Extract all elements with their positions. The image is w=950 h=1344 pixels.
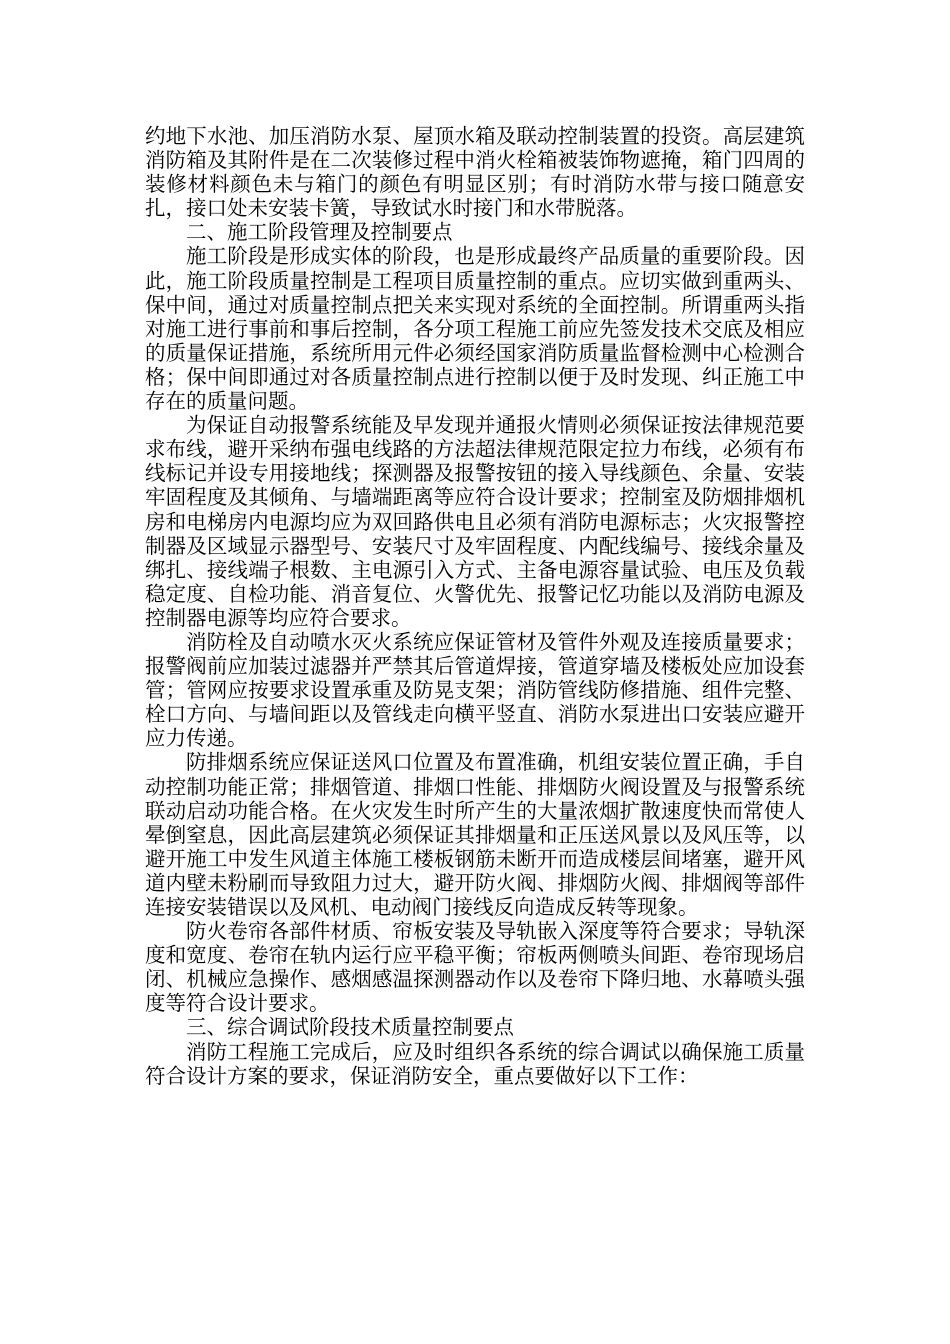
section-heading-commissioning: 三、综合调试阶段技术质量控制要点 xyxy=(186,1015,514,1040)
paragraph-construction-stage: 施工阶段是形成实体的阶段，也是形成最终产品质量的重要阶段。因此，施工阶段质量控制是工程项目质量控制的重点。应切实做到重两头、保中间，通过对质量控制点把关来实现对系统的全面控制。所谓重两头指对施工进行事前和事后控制，各分项工程施工前应先签发技术交底及相应的质量保证措施，系统所用元件必须经国家消防质量监督检测中心检测合格；保中间即通过对各质量控制点进行控制以便于及时发现、纠正施工中存在的质量问题。 xyxy=(145,244,805,414)
paragraph-sprinkler-system: 消防栓及自动喷水灭火系统应保证管材及管件外观及连接质量要求；报警阀前应加装过滤器并严禁其后管道焊接，管道穿墙及楼板处应加设套管；管网应按要求设置承重及防晃支架；消防管线防修措施、组件完整、栓口方向、与墙间距以及管线走向横平竖直、消防水泵进出口安装应避开应力传递。 xyxy=(145,629,805,751)
section-heading-construction-stage: 二、施工阶段管理及控制要点 xyxy=(186,220,453,245)
paragraph-smoke-exhaust: 防排烟系统应保证送风口位置及布置准确，机组安装位置正确，手自动控制功能正常；排烟管道、排烟口性能、排烟防火阀设置及与报警系统联动启动功能合格。在火灾发生时所产生的大量浓烟扩散速度快而常使人晕倒窒息，因此高层建筑必须保证其排烟量和正压送风景以及风压等，以避开施工中发生风道主体施工楼板钢筋未断开而造成楼层间堵塞，避开风道内壁未粉刷而导致阻力过大，避开防火阀、排烟防火阀、排烟阀等部件连接安装错误以及风机、电动阀门接线反向造成反转等现象。 xyxy=(145,750,805,919)
paragraph-fire-shutter: 防火卷帘各部件材质、帘板安装及导轨嵌入深度等符合要求；导轨深度和宽度、卷帘在轨内运行应平稳平衡；帘板两侧喷头间距、卷帘现场启闭、机械应急操作、感烟感温探测器动作以及卷帘下降归地、水幕喷头强度等符合设计要求。 xyxy=(145,919,805,1016)
paragraph-commissioning: 消防工程施工完成后，应及时组织各系统的综合调试以确保施工质量符合设计方案的要求，保证消防安全，重点要做好以下工作： xyxy=(145,1039,805,1088)
document-page xyxy=(145,124,805,1088)
paragraph-alarm-system: 为保证自动报警系统能及早发现并通报火情则必须保证按法律规范要求布线，避开采纳布强电线路的方法超法律规范限定拉力布线，必须有布线标记并设专用接地线；探测器及报警按钮的接入导线颜色、余量、安装牢固程度及其倾角、与墙端距离等应符合设计要求；控制室及防烟排烟机房和电梯房内电源均应为双回路供电且必须有消防电源标志；火灾报警控制器及区域显示器型号、安装尺寸及牢固程度、内配线编号、接线余量及绑扎、接线端子根数、主电源引入方式、主备电源容量试验、电压及负载稳定度、自检功能、消音复位、火警优先、报警记忆功能以及消防电源及控制器电源等均应符合要求。 xyxy=(145,413,805,630)
paragraph-continued: 约地下水池、加压消防水泵、屋顶水箱及联动控制装置的投资。高层建筑消防箱及其附件是在二次装修过程中消火栓箱被装饰物遮掩，箱门四周的装修材料颜色未与箱门的颜色有明显区别；有时消防水带与接口随意安扎，接口处未安装卡簧，导致试水时接门和水带脱落。 xyxy=(145,124,805,221)
